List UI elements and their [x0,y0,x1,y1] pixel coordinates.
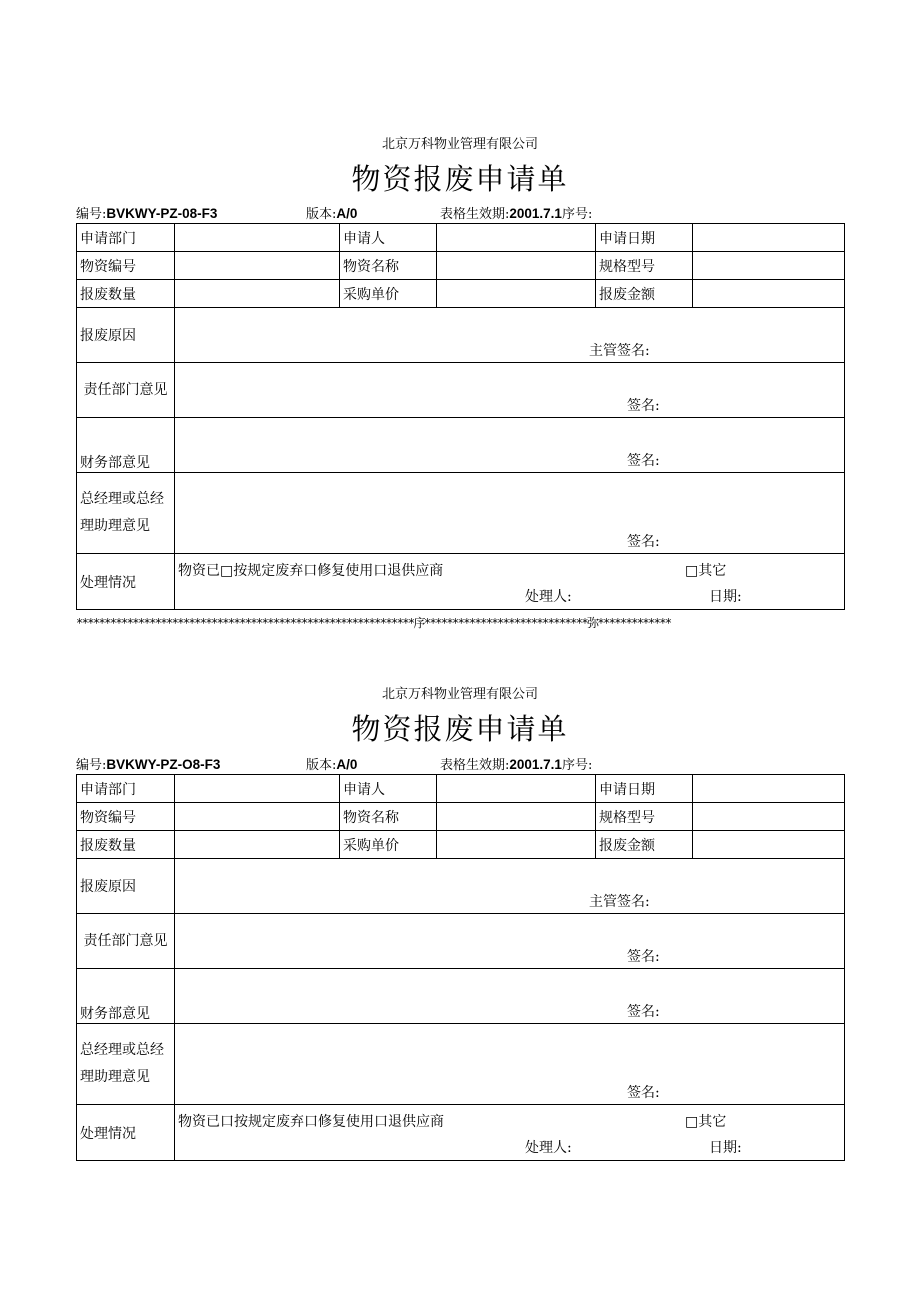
cell-label: 申请部门 [77,775,175,803]
input-cell[interactable] [693,224,845,252]
sign-label: 签名: [627,1085,660,1101]
cell-label: 申请人 [340,775,437,803]
date-label: 日期: [709,589,742,605]
handle-other-checkbox[interactable]: □其它 [685,563,727,579]
handle-label: 处理情况 [77,1105,175,1161]
cell-label: 报废金额 [596,831,693,859]
input-cell[interactable] [693,803,845,831]
cell-label: 物资名称 [340,252,437,280]
input-cell[interactable] [175,224,340,252]
input-cell[interactable] [437,224,596,252]
cell-label: 采购单价 [340,831,437,859]
cell-label: 申请人 [340,224,437,252]
gm-input[interactable] [175,1024,845,1105]
effective-label: 表格生效期: [440,758,510,773]
reason-label: 报废原因 [77,859,175,914]
table-row [77,363,845,418]
input-cell[interactable] [175,280,340,308]
input-cell[interactable] [693,775,845,803]
cell-label: 报废金额 [596,280,693,308]
table-row [77,280,845,308]
sign-label: 签名: [627,949,660,965]
input-cell[interactable] [693,831,845,859]
resp-dept-label: 责任部门意见 [77,363,175,418]
cell-label: 申请日期 [596,775,693,803]
table-row [77,1105,845,1161]
resp-dept-input[interactable] [175,363,845,418]
form-meta [76,754,844,772]
serial-label: 序号: [561,758,593,773]
table-row [77,831,845,859]
version-label: 版本: [306,207,337,222]
table-row [77,308,845,363]
table-row [77,859,845,914]
handler-label: 处理人: [525,589,572,605]
version-value: A/0 [336,757,358,772]
handle-label: 处理情况 [77,554,175,610]
table-row [77,418,845,473]
input-cell[interactable] [437,775,596,803]
input-cell[interactable] [437,831,596,859]
finance-label: 财务部意见 [77,969,175,1024]
cell-label: 申请日期 [596,224,693,252]
version-value: A/0 [336,206,358,221]
supervisor-sign: 主管签名: [589,894,650,910]
table-row [77,473,845,554]
cell-label: 申请部门 [77,224,175,252]
reason-label: 报废原因 [77,308,175,363]
handle-options[interactable]: 物资已□按规定废弃口修复使用口退供应商 [178,563,444,579]
finance-input[interactable] [175,418,845,473]
input-cell[interactable] [437,252,596,280]
gm-input[interactable] [175,473,845,554]
effective-label: 表格生效期: [440,207,510,222]
table-row [77,252,845,280]
form-meta [76,203,844,221]
input-cell[interactable] [693,252,845,280]
table-row [77,554,845,610]
handle-other-checkbox[interactable]: □其它 [685,1114,727,1130]
table-row [77,1024,845,1105]
sign-label: 签名: [627,453,660,469]
form-table [76,223,845,610]
effective-value: 2001.7.1 [509,206,562,221]
input-cell[interactable] [175,252,340,280]
sign-label: 签名: [627,534,660,550]
code-label: 编号: [76,207,107,222]
code-value: BVKWY-PZ-O8-F3 [106,757,221,772]
gm-label: 总经理或总经理助理意见 [77,1024,175,1105]
form-title: 物资报废申请单 [351,712,569,746]
effective-value: 2001.7.1 [509,757,562,772]
input-cell[interactable] [175,831,340,859]
resp-dept-input[interactable] [175,914,845,969]
date-label: 日期: [709,1140,742,1156]
input-cell[interactable] [175,803,340,831]
resp-dept-label: 责任部门意见 [77,914,175,969]
cell-label: 报废数量 [77,831,175,859]
table-row [77,224,845,252]
handle-input[interactable] [175,554,845,610]
input-cell[interactable] [693,280,845,308]
sign-label: 签名: [627,1004,660,1020]
cell-label: 物资编号 [77,252,175,280]
handle-input[interactable] [175,1105,845,1161]
cell-label: 规格型号 [596,252,693,280]
handle-options[interactable]: 物资已口按规定废弃口修复使用口退供应商 [178,1114,444,1130]
cell-label: 物资名称 [340,803,437,831]
code-value: BVKWY-PZ-08-F3 [106,206,218,221]
table-row [77,969,845,1024]
cell-label: 报废数量 [77,280,175,308]
finance-label: 财务部意见 [77,418,175,473]
code-label: 编号: [76,758,107,773]
cell-label: 规格型号 [596,803,693,831]
handler-label: 处理人: [525,1140,572,1156]
separator-line: ************************************************************序*****************************弥************* [76,616,671,630]
version-label: 版本: [306,758,337,773]
serial-label: 序号: [561,207,593,222]
supervisor-sign: 主管签名: [589,343,650,359]
table-row [77,803,845,831]
cell-label: 采购单价 [340,280,437,308]
input-cell[interactable] [175,775,340,803]
table-row [77,775,845,803]
reason-input[interactable] [175,308,845,363]
gm-label: 总经理或总经理助理意见 [77,473,175,554]
input-cell[interactable] [437,280,596,308]
reason-input[interactable] [175,859,845,914]
company-name: 北京万科物业管理有限公司 [381,137,538,152]
finance-input[interactable] [175,969,845,1024]
sign-label: 签名: [627,398,660,414]
form-table [76,774,845,1161]
cell-label: 物资编号 [77,803,175,831]
form-title: 物资报废申请单 [351,162,569,196]
company-name: 北京万科物业管理有限公司 [381,687,538,702]
table-row [77,914,845,969]
input-cell[interactable] [437,803,596,831]
